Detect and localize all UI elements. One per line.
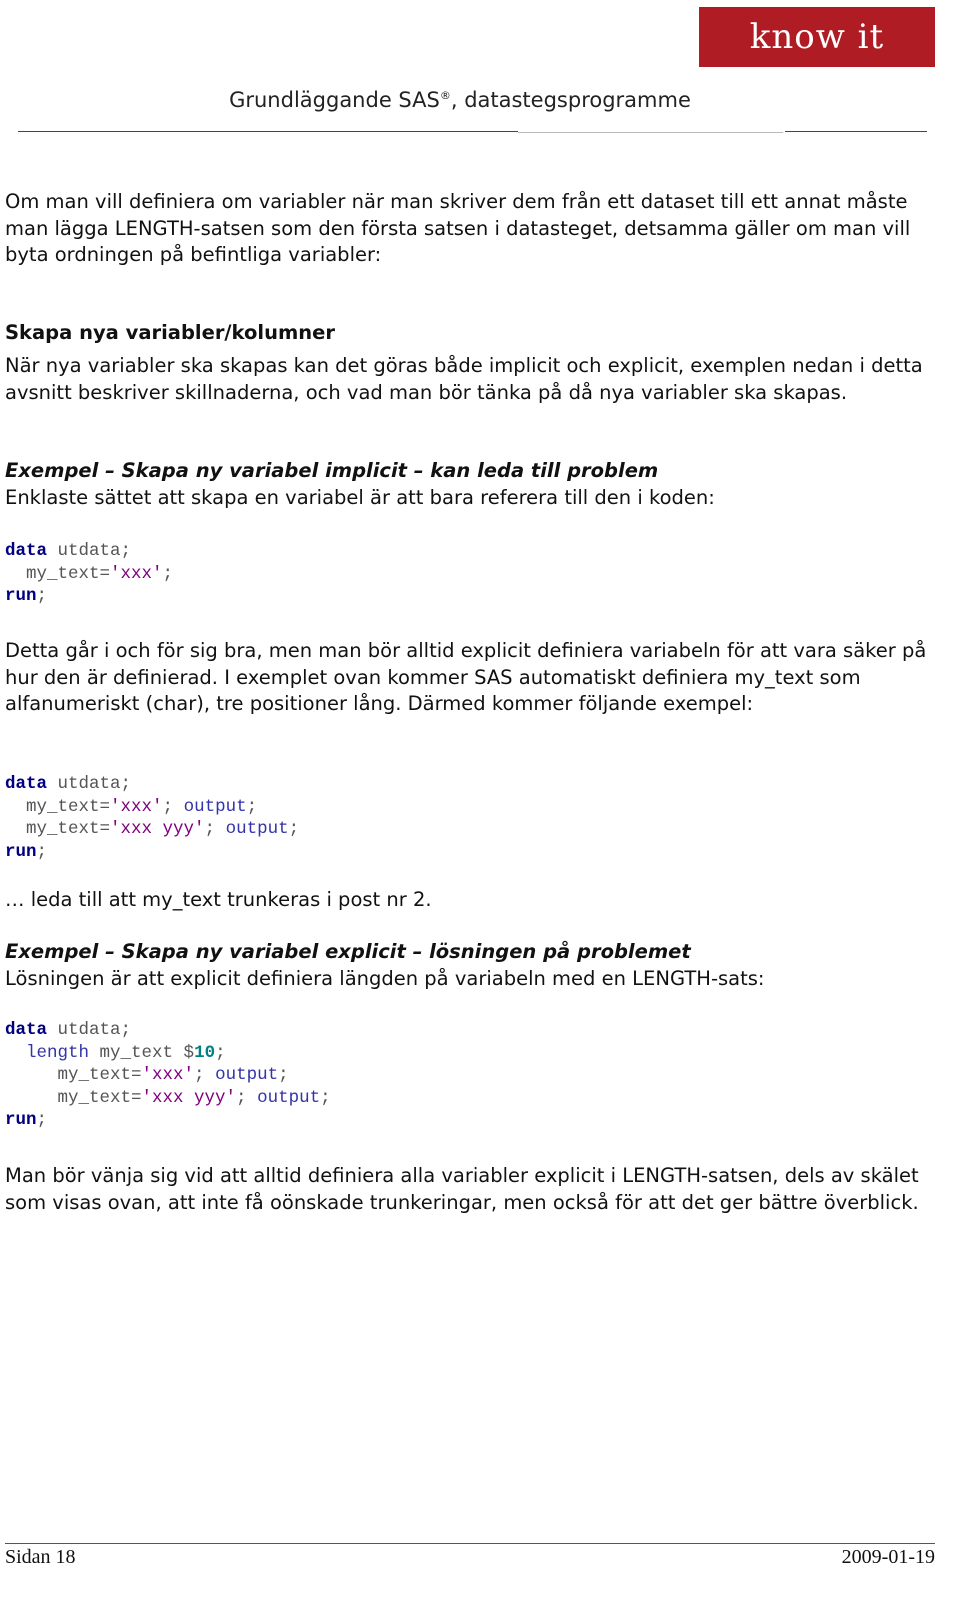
paragraph: Enklaste sättet att skapa en variabel är att bara referera till den i koden: [5,486,715,509]
paragraph: När nya variabler ska skapas kan det göras både implicit och explicit, exemplen nedan i detta avsnitt beskriver skillnaderna, och vad man bör tänka på då nya variabler ska skapas. [5,354,923,404]
footer-date: 2009-01-19 [841,1546,935,1568]
paragraph: Lösningen är att explicit definiera längden på variabeln med en LENGTH-sats: [5,967,765,990]
code-line [5,563,173,586]
section-heading: Skapa nya variabler/kolumner [5,321,336,344]
code-token: ; [215,1042,226,1063]
code-token: utdata; [47,1020,132,1040]
page-number: Sidan 18 [5,1546,76,1568]
code-token: output [183,796,247,817]
code-line [5,1064,331,1087]
title-text: Grundläggande SAS [229,88,440,112]
code-token: utdata; [47,774,132,794]
code-token: length [26,1042,90,1063]
code-token: my_text= [5,796,111,817]
code-line [5,1019,331,1042]
code-token: ; [194,1065,216,1086]
paragraph: Detta går i och för sig bra, men man bör alltid explicit definiera variabeln för att vara säker på hur den är definierad. I exemplet ovan kommer SAS automatiskt definiera my_text som alfanumeriskt (char), tre positioner lång. Därmed kommer följande exempel: [5,639,927,715]
code-token: my_text= [5,1065,142,1086]
paragraph: … leda till att my_text trunkeras i post nr 2. [5,888,432,911]
code-token: output [257,1087,321,1108]
code-token: run [5,1110,37,1131]
code-token: ; [246,796,258,817]
code-token: my_text= [5,563,111,584]
code-token: utdata; [47,541,132,561]
know-it-logo: know it [699,7,935,67]
code-token: data [5,1020,48,1040]
code-line [5,1042,331,1065]
code-token: 10 [194,1042,216,1063]
header-rule [518,132,783,133]
code-token: ; [36,1110,48,1131]
code-token: ; [288,819,300,840]
code-token: ; [236,1087,258,1108]
header-rule [18,131,518,132]
title-text-rest: , datastegsprogramme [450,88,691,112]
code-block [5,1019,331,1132]
code-token: my_text= [5,819,111,840]
code-token: my_text $ [89,1042,195,1063]
code-token: 'xxx' [110,796,163,817]
example-heading: Exempel – Skapa ny variabel explicit – lösningen på problemet [5,940,691,963]
document-title [0,88,920,112]
code-token: ; [320,1087,331,1108]
registered-mark: ® [439,89,451,102]
code-line [5,796,299,819]
code-token: my_text= [5,1087,142,1108]
code-token: ; [36,586,48,607]
code-line [5,585,173,608]
code-token: ; [204,819,226,840]
example-heading: Exempel – Skapa ny variabel implicit – kan leda till problem [5,459,659,482]
code-token: output [215,1065,279,1086]
header-rule [785,131,927,132]
code-token: run [5,841,37,862]
code-token: ; [278,1065,289,1086]
code-token: 'xxx yyy' [110,819,205,840]
code-block [5,540,173,608]
code-line [5,1087,331,1110]
code-token: data [5,774,48,794]
code-token: data [5,541,48,561]
code-token: ; [162,563,174,584]
footer-rule [5,1543,935,1544]
code-block [5,773,299,863]
code-token: ; [162,796,184,817]
code-token: output [225,819,289,840]
code-token: 'xxx' [141,1065,195,1086]
code-token: ; [36,841,48,862]
paragraph: Om man vill definiera om variabler när man skriver dem från ett dataset till ett annat måste man lägga LENGTH-satsen som den första satsen i datasteget, detsamma gäller om man vill byta ordningen på befintliga variabler: [5,190,911,266]
code-token: 'xxx' [110,563,163,584]
code-token: 'xxx yyy' [141,1087,237,1108]
code-line [5,1109,331,1132]
code-line [5,540,173,563]
code-line [5,818,299,841]
code-token [5,1043,26,1063]
paragraph: Man bör vänja sig vid att alltid definiera alla variabler explicit i LENGTH-satsen, dels av skälet som visas ovan, att inte få oönskade trunkeringar, men också för att det ger bättre överblick. [5,1164,919,1214]
code-line [5,841,299,864]
code-line [5,773,299,796]
code-token: run [5,586,37,607]
